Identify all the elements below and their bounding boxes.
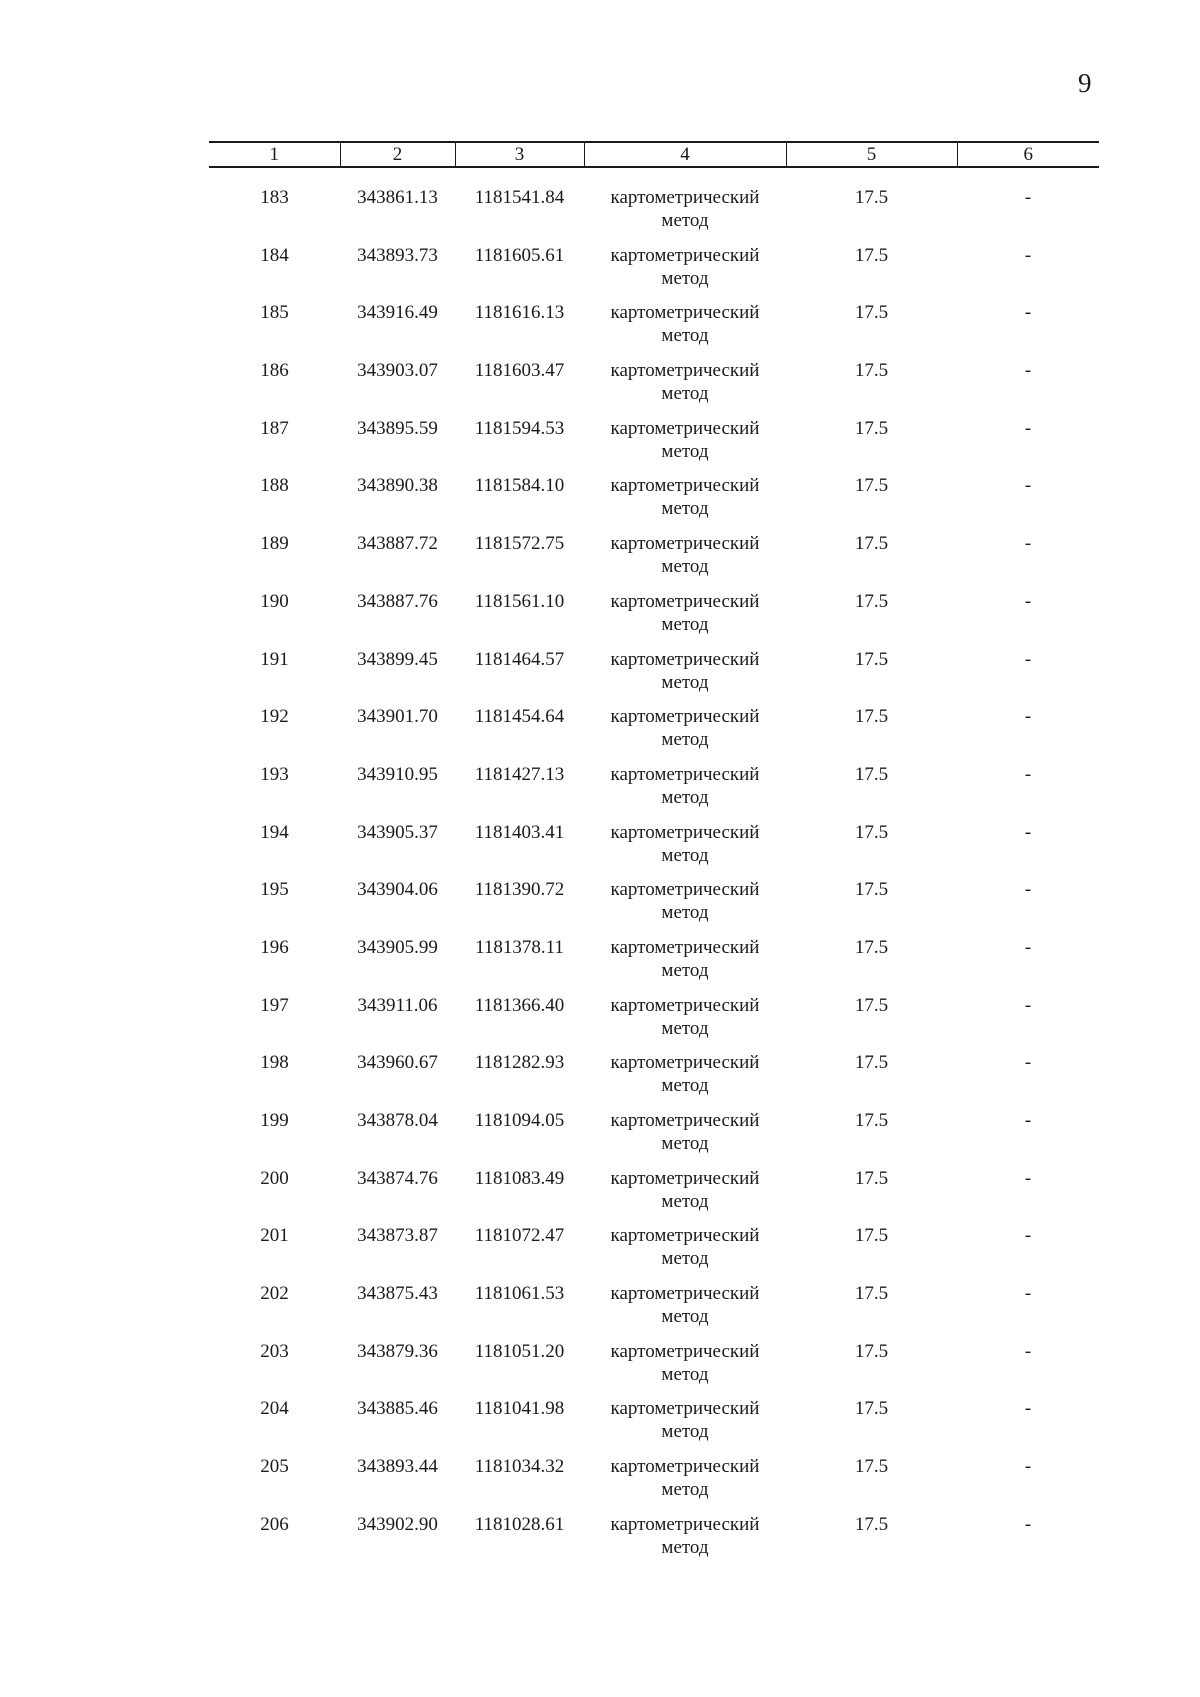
table-row — [209, 1109, 1099, 1167]
note-cell: - — [1024, 763, 1032, 785]
note-cell: - — [1024, 879, 1032, 901]
note-cell: - — [1024, 475, 1032, 497]
x-coordinate-cell: 343861.13 — [357, 187, 438, 208]
accuracy-cell: 17.5 — [854, 1398, 889, 1420]
y-coordinate-cell: 1181403.41 — [474, 821, 565, 843]
table-row — [209, 1455, 1099, 1513]
point-number-cell: 194 — [260, 821, 289, 843]
accuracy-cell: 17.5 — [854, 879, 889, 901]
method-cell — [584, 1397, 786, 1455]
method-text-line1: картометрический — [610, 1225, 760, 1247]
method-text-line2: метод — [661, 1363, 709, 1385]
y-coordinate-cell: 1181378.11 — [475, 936, 564, 958]
method-text-line1: картометрический — [610, 763, 760, 785]
x-coordinate-cell: 343904.06 — [357, 879, 438, 901]
accuracy-cell: 17.5 — [854, 590, 889, 612]
method-text-line2: метод — [661, 1248, 709, 1270]
method-text-line2: метод — [661, 383, 709, 405]
method-cell — [584, 244, 786, 302]
method-text-line2: метод — [661, 498, 709, 520]
method-cell — [584, 301, 786, 359]
table-row — [209, 763, 1099, 821]
method-text-line2: метод — [661, 325, 709, 347]
point-number-cell: 204 — [260, 1398, 289, 1420]
method-text-line1: картометрический — [610, 648, 760, 670]
accuracy-cell: 17.5 — [854, 417, 889, 439]
x-coordinate-cell: 343878.04 — [357, 1110, 438, 1131]
y-coordinate-cell: 1181541.84 — [474, 187, 565, 208]
point-number-cell: 187 — [260, 417, 289, 439]
table-row — [209, 532, 1099, 590]
method-text-line1: картометрический — [610, 417, 760, 439]
table-row — [209, 1224, 1099, 1282]
accuracy-cell: 17.5 — [854, 244, 889, 266]
method-text-line2: метод — [661, 1479, 709, 1501]
table-row — [209, 936, 1099, 994]
accuracy-cell: 17.5 — [854, 821, 889, 843]
accuracy-cell: 17.5 — [854, 1225, 889, 1247]
note-cell: - — [1024, 1456, 1032, 1478]
table-row — [209, 167, 1099, 244]
method-text-line1: картометрический — [610, 590, 760, 612]
note-cell: - — [1024, 1167, 1032, 1189]
table-row — [209, 301, 1099, 359]
method-text-line2: метод — [661, 613, 709, 635]
table-row — [209, 1340, 1099, 1398]
y-coordinate-cell: 1181390.72 — [474, 879, 565, 901]
coordinates-table — [209, 141, 1099, 1571]
point-number-cell: 196 — [260, 936, 289, 958]
table-row — [209, 994, 1099, 1052]
method-text-line1: картометрический — [610, 1456, 760, 1478]
method-text-line2: метод — [661, 210, 709, 231]
method-cell — [584, 705, 786, 763]
note-cell: - — [1024, 302, 1032, 324]
point-number-cell: 184 — [260, 244, 289, 266]
table-body — [209, 167, 1099, 1571]
point-number-cell: 189 — [260, 533, 289, 555]
point-number-cell: 193 — [260, 763, 289, 785]
point-number-cell: 198 — [260, 1052, 289, 1074]
method-cell — [584, 474, 786, 532]
point-number-cell: 201 — [260, 1225, 289, 1247]
note-cell: - — [1024, 533, 1032, 555]
x-coordinate-cell: 343895.59 — [357, 417, 438, 439]
y-coordinate-cell: 1181034.32 — [474, 1456, 565, 1478]
y-coordinate-cell: 1181561.10 — [474, 590, 565, 612]
y-coordinate-cell: 1181605.61 — [474, 244, 565, 266]
table-header — [209, 142, 1099, 167]
x-coordinate-cell: 343905.37 — [357, 821, 438, 843]
accuracy-cell: 17.5 — [854, 1167, 889, 1189]
accuracy-cell: 17.5 — [854, 533, 889, 555]
table-row — [209, 590, 1099, 648]
y-coordinate-cell: 1181366.40 — [474, 994, 565, 1016]
accuracy-cell: 17.5 — [854, 763, 889, 785]
method-text-line1: картометрический — [610, 936, 760, 958]
method-cell — [584, 878, 786, 936]
method-cell — [584, 821, 786, 879]
accuracy-cell: 17.5 — [854, 1110, 889, 1131]
method-text-line2: метод — [661, 844, 709, 866]
table-row — [209, 1167, 1099, 1225]
column-header-2: 2 — [340, 142, 455, 167]
method-cell — [584, 532, 786, 590]
x-coordinate-cell: 343887.72 — [357, 533, 438, 555]
accuracy-cell: 17.5 — [854, 1283, 889, 1305]
method-cell — [584, 167, 786, 244]
method-text-line2: метод — [661, 1421, 709, 1443]
point-number-cell: 185 — [260, 302, 289, 324]
method-text-line2: метод — [661, 1190, 709, 1212]
x-coordinate-cell: 343885.46 — [357, 1398, 438, 1420]
table-row — [209, 648, 1099, 706]
method-cell — [584, 1224, 786, 1282]
x-coordinate-cell: 343893.44 — [357, 1456, 438, 1478]
point-number-cell: 190 — [260, 590, 289, 612]
y-coordinate-cell: 1181584.10 — [474, 475, 565, 497]
note-cell: - — [1024, 1225, 1032, 1247]
note-cell: - — [1024, 417, 1032, 439]
method-cell — [584, 1340, 786, 1398]
x-coordinate-cell: 343911.06 — [357, 994, 438, 1016]
method-text-line1: картометрический — [610, 1283, 760, 1305]
x-coordinate-cell: 343899.45 — [357, 648, 438, 670]
table-row — [209, 1051, 1099, 1109]
method-cell — [584, 1455, 786, 1513]
x-coordinate-cell: 343893.73 — [357, 244, 438, 266]
y-coordinate-cell: 1181061.53 — [474, 1283, 565, 1305]
note-cell: - — [1024, 1513, 1032, 1535]
accuracy-cell: 17.5 — [854, 1456, 889, 1478]
accuracy-cell: 17.5 — [854, 994, 889, 1016]
method-cell — [584, 1051, 786, 1109]
note-cell: - — [1024, 1110, 1032, 1131]
accuracy-cell: 17.5 — [854, 360, 889, 382]
accuracy-cell: 17.5 — [854, 187, 889, 208]
point-number-cell: 186 — [260, 360, 289, 382]
method-cell — [584, 417, 786, 475]
accuracy-cell: 17.5 — [854, 1340, 889, 1362]
method-text-line1: картометрический — [610, 1110, 760, 1131]
table-row — [209, 1282, 1099, 1340]
accuracy-cell: 17.5 — [854, 1052, 889, 1074]
method-text-line1: картометрический — [610, 706, 760, 728]
method-cell — [584, 1513, 786, 1571]
y-coordinate-cell: 1181094.05 — [474, 1110, 565, 1131]
column-header-6: 6 — [957, 142, 1099, 167]
method-cell — [584, 359, 786, 417]
table-row — [209, 821, 1099, 879]
method-text-line1: картометрический — [610, 302, 760, 324]
method-text-line1: картометрический — [610, 879, 760, 901]
x-coordinate-cell: 343960.67 — [357, 1052, 438, 1074]
method-text-line1: картометрический — [610, 475, 760, 497]
table-row — [209, 417, 1099, 475]
x-coordinate-cell: 343879.36 — [357, 1340, 438, 1362]
accuracy-cell: 17.5 — [854, 302, 889, 324]
note-cell: - — [1024, 590, 1032, 612]
method-cell — [584, 1167, 786, 1225]
y-coordinate-cell: 1181028.61 — [474, 1513, 565, 1535]
y-coordinate-cell: 1181051.20 — [474, 1340, 565, 1362]
point-number-cell: 200 — [260, 1167, 289, 1189]
method-cell — [584, 590, 786, 648]
point-number-cell: 195 — [260, 879, 289, 901]
method-cell — [584, 994, 786, 1052]
method-text-line2: метод — [661, 1017, 709, 1039]
method-text-line2: метод — [661, 729, 709, 751]
y-coordinate-cell: 1181282.93 — [474, 1052, 565, 1074]
accuracy-cell: 17.5 — [854, 648, 889, 670]
method-text-line1: картометрический — [610, 1340, 760, 1362]
method-text-line1: картометрический — [610, 1398, 760, 1420]
y-coordinate-cell: 1181041.98 — [474, 1398, 565, 1420]
method-text-line2: метод — [661, 1075, 709, 1097]
note-cell: - — [1024, 648, 1032, 670]
note-cell: - — [1024, 1052, 1032, 1074]
table-row — [209, 1513, 1099, 1571]
method-text-line2: метод — [661, 959, 709, 981]
table-row — [209, 705, 1099, 763]
method-cell — [584, 648, 786, 706]
y-coordinate-cell: 1181572.75 — [474, 533, 565, 555]
column-header-3: 3 — [455, 142, 584, 167]
method-text-line1: картометрический — [610, 187, 760, 208]
method-text-line2: метод — [661, 440, 709, 462]
x-coordinate-cell: 343875.43 — [357, 1283, 438, 1305]
y-coordinate-cell: 1181427.13 — [474, 763, 565, 785]
point-number-cell: 199 — [260, 1110, 289, 1131]
y-coordinate-cell: 1181616.13 — [474, 302, 565, 324]
note-cell: - — [1024, 994, 1032, 1016]
point-number-cell: 183 — [260, 187, 289, 208]
point-number-cell: 206 — [260, 1513, 289, 1535]
method-text-line2: метод — [661, 556, 709, 578]
note-cell: - — [1024, 706, 1032, 728]
method-text-line1: картометрический — [610, 994, 760, 1016]
method-text-line2: метод — [661, 786, 709, 808]
method-cell — [584, 936, 786, 994]
table-row — [209, 244, 1099, 302]
note-cell: - — [1024, 187, 1032, 208]
point-number-cell: 197 — [260, 994, 289, 1016]
y-coordinate-cell: 1181083.49 — [474, 1167, 565, 1189]
header-row — [209, 142, 1099, 167]
point-number-cell: 203 — [260, 1340, 289, 1362]
method-text-line2: метод — [661, 267, 709, 289]
x-coordinate-cell: 343916.49 — [357, 302, 438, 324]
x-coordinate-cell: 343910.95 — [357, 763, 438, 785]
x-coordinate-cell: 343902.90 — [357, 1513, 438, 1535]
method-text-line1: картометрический — [610, 244, 760, 266]
column-header-1: 1 — [209, 142, 340, 167]
method-text-line2: метод — [661, 671, 709, 693]
x-coordinate-cell: 343903.07 — [357, 360, 438, 382]
x-coordinate-cell: 343890.38 — [357, 475, 438, 497]
note-cell: - — [1024, 1398, 1032, 1420]
page-number: 9 — [1078, 68, 1092, 98]
point-number-cell: 191 — [260, 648, 289, 670]
method-text-line2: метод — [661, 1133, 709, 1154]
note-cell: - — [1024, 1340, 1032, 1362]
method-text-line2: метод — [661, 1306, 709, 1328]
note-cell: - — [1024, 360, 1032, 382]
table-row — [209, 359, 1099, 417]
column-header-4: 4 — [584, 142, 786, 167]
accuracy-cell: 17.5 — [854, 475, 889, 497]
note-cell: - — [1024, 821, 1032, 843]
column-header-5: 5 — [786, 142, 957, 167]
method-text-line1: картометрический — [610, 533, 760, 555]
accuracy-cell: 17.5 — [854, 1513, 889, 1535]
method-cell — [584, 1282, 786, 1340]
accuracy-cell: 17.5 — [854, 936, 889, 958]
note-cell: - — [1024, 936, 1032, 958]
point-number-cell: 202 — [260, 1283, 289, 1305]
method-text-line1: картометрический — [610, 1513, 760, 1535]
x-coordinate-cell: 343901.70 — [357, 706, 438, 728]
method-text-line1: картометрический — [610, 1167, 760, 1189]
method-cell — [584, 1109, 786, 1167]
table-row — [209, 878, 1099, 936]
x-coordinate-cell: 343887.76 — [357, 590, 438, 612]
method-text-line2: метод — [661, 1536, 709, 1558]
note-cell: - — [1024, 244, 1032, 266]
point-number-cell: 188 — [260, 475, 289, 497]
method-cell — [584, 763, 786, 821]
y-coordinate-cell: 1181594.53 — [474, 417, 565, 439]
method-text-line2: метод — [661, 902, 709, 924]
y-coordinate-cell: 1181454.64 — [474, 706, 565, 728]
point-number-cell: 205 — [260, 1456, 289, 1478]
note-cell: - — [1024, 1283, 1032, 1305]
table-row — [209, 1397, 1099, 1455]
y-coordinate-cell: 1181603.47 — [474, 360, 565, 382]
method-text-line1: картометрический — [610, 1052, 760, 1074]
x-coordinate-cell: 343874.76 — [357, 1167, 438, 1189]
accuracy-cell: 17.5 — [854, 706, 889, 728]
x-coordinate-cell: 343873.87 — [357, 1225, 438, 1247]
table-row — [209, 474, 1099, 532]
method-text-line1: картометрический — [610, 360, 760, 382]
x-coordinate-cell: 343905.99 — [357, 936, 438, 958]
point-number-cell: 192 — [260, 706, 289, 728]
method-text-line1: картометрический — [610, 821, 760, 843]
y-coordinate-cell: 1181072.47 — [474, 1225, 565, 1247]
y-coordinate-cell: 1181464.57 — [474, 648, 565, 670]
